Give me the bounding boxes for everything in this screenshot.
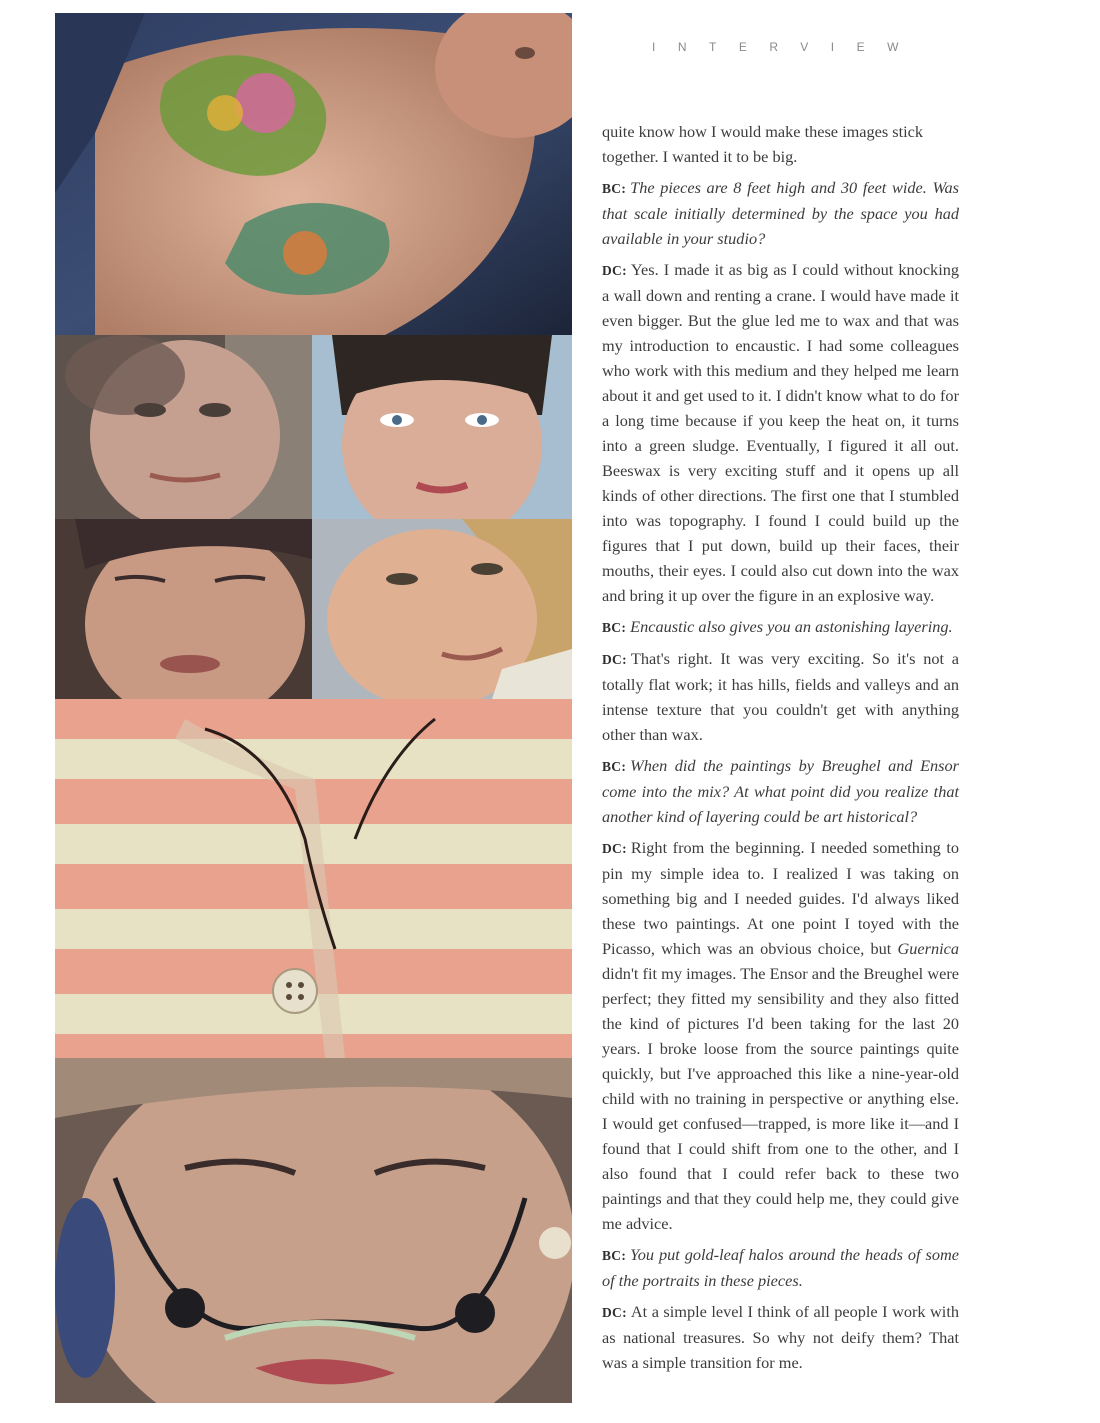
speaker-label: DC: (602, 1305, 627, 1320)
answer-text-continued: didn't fit my images. The Ensor and the Breughel were perfect; they fitted my sensibility and they also fitted the kind of pictures I'd been taking for the last 20 years. I broke loose from the source paintings quite quickly, but I've approached this like a nine-year-old child with no training in perspective or anything else. I would get confused—trapped, is more like it—and I found that I could shift from one to the other, and I also found that I could refer back to these two paintings and that they could help me, they could give me advice. (602, 964, 959, 1233)
woman-eyes-half-closed-photo (55, 519, 312, 699)
woman-with-oxygen-tube-photo (55, 1058, 572, 1403)
answer (602, 257, 959, 608)
paragraph (602, 119, 959, 169)
artwork-title: Guernica (897, 939, 959, 958)
question (602, 175, 959, 251)
question-text: The pieces are 8 feet high and 30 feet wide. Was that scale initially determined by the space you had available in your studio? (602, 178, 959, 248)
answer-text: Right from the beginning. I needed something to pin my simple idea to. I realized I was taking on something big and I needed guides. I'd always liked these two paintings. At one point I toyed with the Picasso, which was an obvious choice, but (602, 838, 959, 958)
speaker-label: BC: (602, 620, 627, 635)
interview-text (602, 119, 959, 1381)
question (602, 614, 959, 640)
speaker-label: DC: (602, 263, 627, 278)
section-label: INTERVIEW (652, 40, 921, 54)
photo-collage (55, 13, 572, 1403)
answer (602, 646, 959, 747)
tattooed-chest-photo (55, 13, 572, 335)
question-text: You put gold-leaf halos around the heads of some of the portraits in these pieces. (602, 1245, 959, 1290)
woman-blue-eyes-photo (312, 335, 572, 519)
question (602, 1242, 959, 1293)
speaker-label: DC: (602, 841, 627, 856)
answer-text: Yes. I made it as big as I could without knocking a wall down and renting a crane. I would have made it even bigger. But the glue led me to wax and that was my introduction to encaustic. I had some colleagues who work with this medium and they helped me learn about it and get used to it. I didn't know what to do for a long time because if you keep the heat on, it turns into a green sludge. Eventually, I figured it all out. Beeswax is very exciting stuff and it opens up all kinds of other directions. The first one that I stumbled into was topography. I found I could build up the figures that I put down, build up their faces, their mouths, their eyes. I could also cut down into the wax and bring it up over the figure in an explosive way. (602, 260, 959, 605)
answer (602, 1299, 959, 1375)
striped-shirt-photo (55, 699, 572, 1058)
paragraph-text: quite know how I would make these images stick together. I wanted it to be big. (602, 122, 924, 166)
answer-text: At a simple level I think of all people I work with as national treasures. So why not deify them? That was a simple transition for me. (602, 1302, 959, 1372)
speaker-label: BC: (602, 181, 627, 196)
answer-text: That's right. It was very exciting. So it's not a totally flat work; it has hills, fields and valleys and an intense texture that you couldn't get with anything other than wax. (602, 649, 959, 744)
answer (602, 835, 959, 1236)
speaker-label: BC: (602, 1248, 627, 1263)
question-text: Encaustic also gives you an astonishing layering. (630, 617, 953, 636)
speaker-label: DC: (602, 652, 627, 667)
question (602, 753, 959, 829)
woman-lying-down-photo (312, 519, 572, 699)
elderly-woman-face-photo (55, 335, 312, 519)
speaker-label: BC: (602, 759, 627, 774)
question-text: When did the paintings by Breughel and Ensor come into the mix? At what point did you realize that another kind of layering could be art historical? (602, 756, 959, 826)
